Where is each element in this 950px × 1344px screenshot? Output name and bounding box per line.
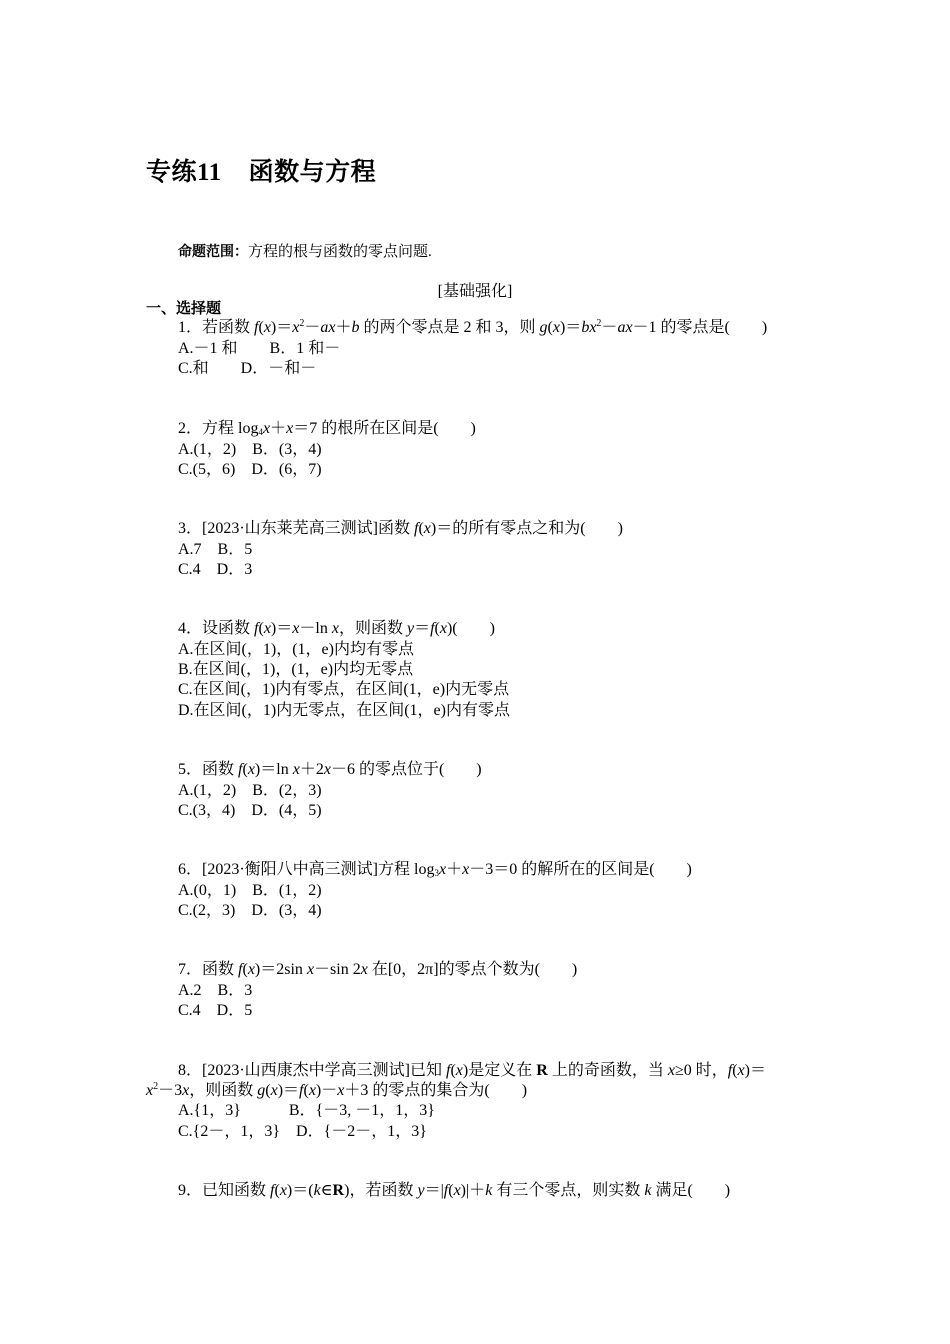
question-5-options-cd: C.(3，4) D．(4，5): [178, 802, 322, 819]
question-2-options-ab: A.(1，2) B．(3，4): [178, 441, 322, 458]
question-5: 5．函数 f(x)＝ln x＋2x－6 的零点位于( ): [178, 761, 482, 778]
question-8-options-cd: C.{2－，1，3} D．{－2－，1，3}: [178, 1123, 427, 1140]
question-2: 2．方程 $\log_4x+x=7$ 的根所在区间是( ): [178, 420, 476, 437]
question-8-continued: $x^2-3x$，则函数 g(x)＝f(x)－x＋3 的零点的集合为( ): [146, 1081, 528, 1099]
question-1: 1．若函数 $f(x)=x^2-ax+b$ 的两个零点是 2 和 3，则 $g(x)=bx^2-ax-1$ 的零点是( ): [178, 318, 768, 336]
scope-text: 方程的根与函数的零点问题.: [248, 244, 432, 260]
question-1-options-cd: C.和 D．－和－: [178, 360, 317, 377]
question-3-options-ab: A.7 B．5: [178, 541, 253, 558]
page-title: 专练11 函数与方程: [146, 159, 377, 186]
question-7: 7．函数 f(x)＝2sin x－sin 2x 在[0，2π]的零点个数为( ): [178, 961, 578, 978]
question-4-option-c: C.在区间(，1)内有零点，在区间(1，e)内无零点: [178, 681, 510, 698]
question-6-options-cd: C.(2，3) D．(3，4): [178, 902, 322, 919]
question-1-options-ab: A.－1 和 B．1 和－: [178, 340, 341, 357]
part-heading: 一、选择题: [146, 299, 222, 317]
question-7-options-ab: A.2 B．3: [178, 982, 253, 999]
question-3: 3．[2023·山东莱芜高三测试]函数 f(x)＝的所有零点之和为( ): [178, 520, 623, 537]
question-5-options-ab: A.(1，2) B．(2，3): [178, 782, 322, 799]
question-2-options-cd: C.(5，6) D．(6，7): [178, 461, 322, 478]
question-8-options-ab: A.{1，3} B．{－3, －1，1，3}: [178, 1102, 435, 1119]
scope-label: 命题范围：: [178, 244, 248, 260]
section-heading: [基础强化]: [437, 283, 513, 300]
question-6-options-ab: A.(0，1) B．(1，2): [178, 882, 322, 899]
topic-scope: [178, 240, 432, 261]
question-8: 8．[2023·山西康杰中学高三测试]已知 f(x)是定义在 R 上的奇函数，当 x≥0 时，f(x)＝: [178, 1062, 766, 1079]
question-6: 6．[2023·衡阳八中高三测试]方程 $\log_3x+x-3=0$ 的解所在的区间是( ): [178, 861, 692, 878]
question-9: 9．已知函数 f(x)＝(k∈R)，若函数 y＝|f(x)|＋k 有三个零点，则实数 k 满足( ): [178, 1182, 731, 1199]
question-4-option-a: A.在区间(，1)，(1，e)内均有零点: [178, 641, 414, 658]
question-4: 4．设函数 f(x)＝x－ln x，则函数 y＝f(x)( ): [178, 620, 495, 637]
question-3-options-cd: C.4 D．3: [178, 561, 253, 578]
question-7-options-cd: C.4 D．5: [178, 1002, 253, 1019]
question-4-option-d: D.在区间(，1)内无零点，在区间(1，e)内有零点: [178, 702, 510, 719]
question-4-option-b: B.在区间(，1)，(1，e)内均无零点: [178, 661, 414, 678]
